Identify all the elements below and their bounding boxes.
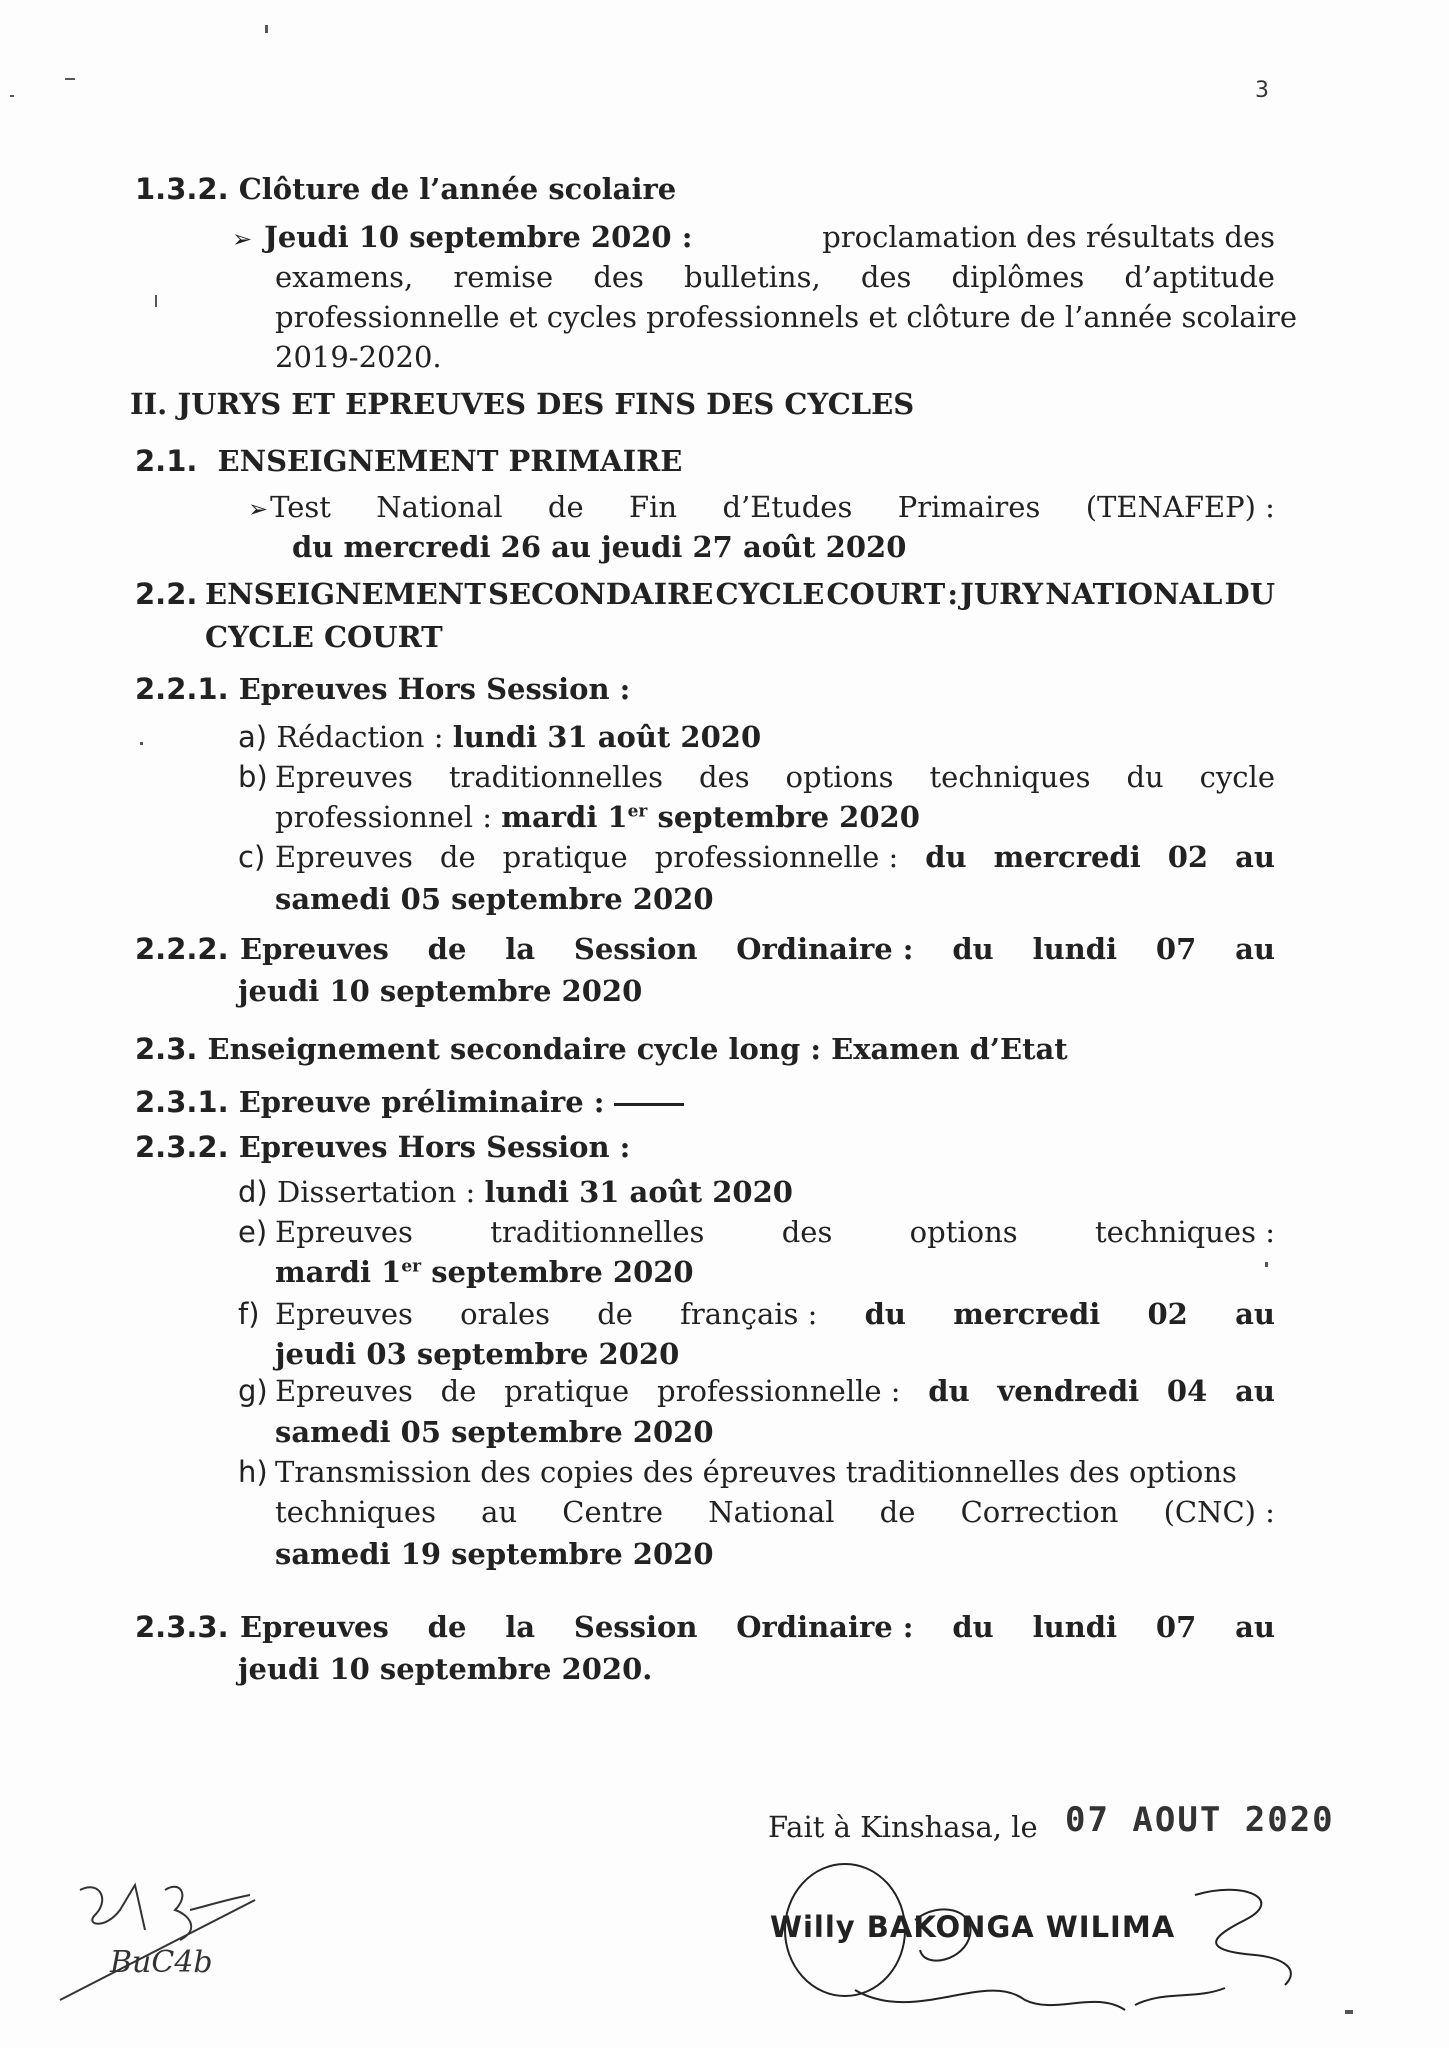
word: DU	[1224, 577, 1275, 611]
closing-text: proclamation des résultats des	[822, 220, 1275, 254]
arrow-bullet-icon: ➢	[232, 225, 253, 253]
word: Epreuves	[275, 760, 413, 794]
word: SECONDAIRE	[488, 577, 714, 611]
closing-item-line2	[275, 258, 1275, 296]
word: du	[1126, 760, 1164, 794]
scan-speck	[1345, 2010, 1353, 2014]
word: mercredi	[993, 840, 1141, 874]
word: Epreuves	[275, 1374, 413, 1408]
word: examens,	[275, 260, 414, 294]
item-e-line2	[275, 1253, 694, 1291]
initials-text: BuC4b	[110, 1945, 213, 1980]
word: d’aptitude	[1124, 260, 1275, 294]
place-text: Fait à Kinshasa, le	[768, 1810, 1038, 1844]
word: diplômes	[951, 260, 1085, 294]
section-2-3-1-heading	[135, 1083, 684, 1121]
word: la	[505, 1610, 536, 1644]
section-title: JURYS ET EPREUVES DES FINS DES CYCLES	[177, 387, 915, 421]
word: de	[427, 932, 467, 966]
word: du	[952, 1610, 994, 1644]
word: du	[952, 932, 994, 966]
word: au	[1235, 840, 1275, 874]
section-title: Enseignement secondaire cycle long : Examen d’Etat	[207, 1032, 1068, 1066]
word: 07	[1155, 1610, 1197, 1644]
section-2-2-2-line2: jeudi 10 septembre 2020	[238, 974, 643, 1008]
item-date: lundi 31 août 2020	[484, 1175, 793, 1209]
word: la	[505, 932, 536, 966]
word: pratique	[502, 840, 628, 874]
section-number: 2.3.3.	[135, 1610, 229, 1644]
date-part: mardi 1	[501, 800, 628, 834]
item-text	[275, 1372, 1275, 1410]
section-number: II.	[130, 387, 168, 421]
item-text: professionnel :	[275, 800, 493, 834]
item-label: b)	[238, 760, 268, 794]
word: vendredi	[997, 1374, 1140, 1408]
arrow-bullet-icon: ➢	[248, 495, 269, 523]
word: Ordinaire :	[736, 1610, 914, 1644]
word: orales	[460, 1297, 551, 1331]
word	[248, 488, 331, 528]
word: professionnelle :	[657, 1374, 901, 1408]
section-2-3-3-line2: jeudi 10 septembre 2020.	[238, 1652, 653, 1686]
word: COURT	[826, 577, 946, 611]
word: Fin	[629, 490, 678, 524]
word: cycle	[1199, 760, 1275, 794]
item-text	[275, 838, 1275, 876]
word: de	[597, 1297, 633, 1331]
word: (CNC) :	[1163, 1495, 1275, 1529]
word: Test	[270, 490, 331, 524]
date-part: septembre 2020	[647, 800, 920, 834]
scan-speck	[140, 742, 143, 745]
item-g-line2: samedi 05 septembre 2020	[275, 1415, 714, 1449]
word: techniques	[275, 1495, 436, 1529]
word: pratique	[504, 1374, 630, 1408]
section-title: Epreuve préliminaire :	[238, 1085, 605, 1119]
item-label: h)	[238, 1455, 268, 1489]
tenafep-date: du mercredi 26 au jeudi 27 août 2020	[292, 530, 907, 564]
signatory-name: Willy BAKONGA WILIMA	[770, 1910, 1176, 1944]
item-label: f)	[238, 1297, 260, 1331]
word: du	[928, 1374, 970, 1408]
word: de	[879, 1495, 916, 1529]
section-title-line1	[205, 575, 1275, 613]
item-date: lundi 31 août 2020	[452, 720, 762, 754]
section-2-2-1-heading	[135, 670, 630, 708]
word: au	[1235, 1297, 1275, 1331]
ordinal-suffix: er	[401, 1256, 422, 1277]
section-2-heading	[130, 385, 914, 423]
word: lundi	[1032, 932, 1118, 966]
word: du	[925, 840, 967, 874]
word: au	[1235, 932, 1275, 966]
item-text	[275, 1295, 1275, 1333]
word: remise	[453, 260, 554, 294]
item-f-line2: jeudi 03 septembre 2020	[275, 1337, 680, 1371]
word: JURY	[960, 577, 1044, 611]
section-text	[240, 1608, 1275, 1646]
item-text	[275, 1213, 1275, 1251]
word: Epreuves	[240, 932, 389, 966]
section-number: 1.3.2.	[135, 172, 229, 206]
word: 07	[1155, 932, 1197, 966]
word: (TENAFEP) :	[1085, 490, 1275, 524]
word: d’Etudes	[722, 490, 853, 524]
section-2-3-2-heading	[135, 1128, 630, 1166]
date-part: septembre 2020	[421, 1255, 694, 1289]
word: options	[909, 1215, 1018, 1249]
closing-item-line3: professionnelle et cycles professionnels et clôture de l’année scolaire	[275, 300, 1297, 334]
scan-speck	[155, 295, 157, 307]
section-number: 2.3.1.	[135, 1085, 229, 1119]
word: National	[708, 1495, 835, 1529]
word: Primaires	[897, 490, 1041, 524]
item-date	[501, 800, 920, 834]
closing-item-line1	[232, 218, 1275, 258]
word: mercredi	[953, 1297, 1101, 1331]
word: 04	[1166, 1374, 1208, 1408]
word: des	[860, 260, 912, 294]
date-part: mardi 1	[275, 1255, 402, 1289]
word: :	[947, 577, 959, 611]
word: français :	[680, 1297, 818, 1331]
word: au	[481, 1495, 518, 1529]
word: Correction	[960, 1495, 1119, 1529]
section-number: 2.3.	[135, 1032, 198, 1066]
item-c-line2: samedi 05 septembre 2020	[275, 882, 714, 916]
word: de	[547, 490, 584, 524]
item-a	[238, 718, 761, 756]
item-h-line3: samedi 19 septembre 2020	[275, 1537, 714, 1571]
word: lundi	[1032, 1610, 1118, 1644]
word: 02	[1167, 840, 1209, 874]
section-title: Epreuves Hors Session :	[238, 1130, 631, 1164]
section-number: 2.3.2.	[135, 1130, 229, 1164]
section-title: Epreuves Hors Session :	[238, 672, 631, 706]
word: Epreuves	[240, 1610, 389, 1644]
item-text	[275, 758, 1275, 796]
section-number: 2.2.2.	[135, 932, 229, 966]
word: Epreuves	[275, 1215, 413, 1249]
word: techniques :	[1095, 1215, 1275, 1249]
word: des	[698, 760, 750, 794]
word: Epreuves	[275, 840, 413, 874]
item-h-line2	[275, 1493, 1275, 1531]
section-number: 2.1.	[135, 444, 198, 478]
item-label: c)	[238, 840, 266, 874]
word: traditionnelles	[490, 1215, 705, 1249]
word: CYCLE	[715, 577, 825, 611]
word: NATIONAL	[1045, 577, 1223, 611]
section-title: ENSEIGNEMENT PRIMAIRE	[217, 444, 683, 478]
word: au	[1235, 1610, 1275, 1644]
item-label: a)	[238, 720, 268, 754]
word: Ordinaire :	[736, 932, 914, 966]
place-date-line	[768, 1808, 1038, 1846]
word: bulletins,	[684, 260, 821, 294]
section-1-3-2-heading	[135, 170, 676, 208]
word: de	[440, 1374, 477, 1408]
scan-speck	[10, 95, 14, 97]
word: professionnelle :	[654, 840, 899, 874]
word: Session	[573, 1610, 698, 1644]
closing-date: Jeudi 10 septembre 2020 :	[264, 220, 693, 254]
closing-item-line4: 2019-2020.	[275, 340, 442, 374]
item-label: g)	[238, 1374, 268, 1408]
page-number: 3	[1255, 78, 1269, 103]
word: 02	[1147, 1297, 1188, 1331]
word: au	[1235, 1374, 1275, 1408]
word: des	[781, 1215, 833, 1249]
scan-speck	[265, 25, 268, 33]
section-text	[240, 930, 1275, 968]
word: Epreuves	[275, 1297, 413, 1331]
item-label: e)	[238, 1215, 268, 1249]
item-text: Rédaction :	[276, 720, 444, 754]
tenafep-line1	[248, 488, 1275, 528]
word: Centre	[562, 1495, 664, 1529]
section-number: 2.2.	[135, 577, 198, 611]
item-b-line2	[275, 798, 920, 836]
word: de	[439, 840, 476, 874]
item-d	[238, 1173, 793, 1211]
section-number: 2.2.1.	[135, 672, 229, 706]
date-stamp: 07 AOUT 2020	[1065, 1800, 1335, 1840]
word: traditionnelles	[448, 760, 663, 794]
item-label: d)	[238, 1175, 268, 1209]
item-text: Dissertation :	[276, 1175, 476, 1209]
section-2-3-heading	[135, 1030, 1068, 1068]
dash-line	[614, 1103, 684, 1106]
word: techniques	[929, 760, 1091, 794]
word: des	[593, 260, 644, 294]
scan-speck	[1265, 1262, 1268, 1267]
section-2-2-title-line2: CYCLE COURT	[205, 620, 443, 654]
item-text: Transmission des copies des épreuves traditionnelles des options	[275, 1455, 1237, 1489]
word: National	[376, 490, 503, 524]
word: Session	[573, 932, 698, 966]
scan-speck	[65, 78, 75, 80]
section-title: Clôture de l’année scolaire	[238, 172, 677, 206]
word: ENSEIGNEMENT	[205, 577, 486, 611]
section-2-1-heading	[135, 442, 682, 480]
word: de	[427, 1610, 467, 1644]
word: du	[864, 1297, 906, 1331]
word: options	[785, 760, 894, 794]
ordinal-suffix: er	[627, 801, 648, 822]
